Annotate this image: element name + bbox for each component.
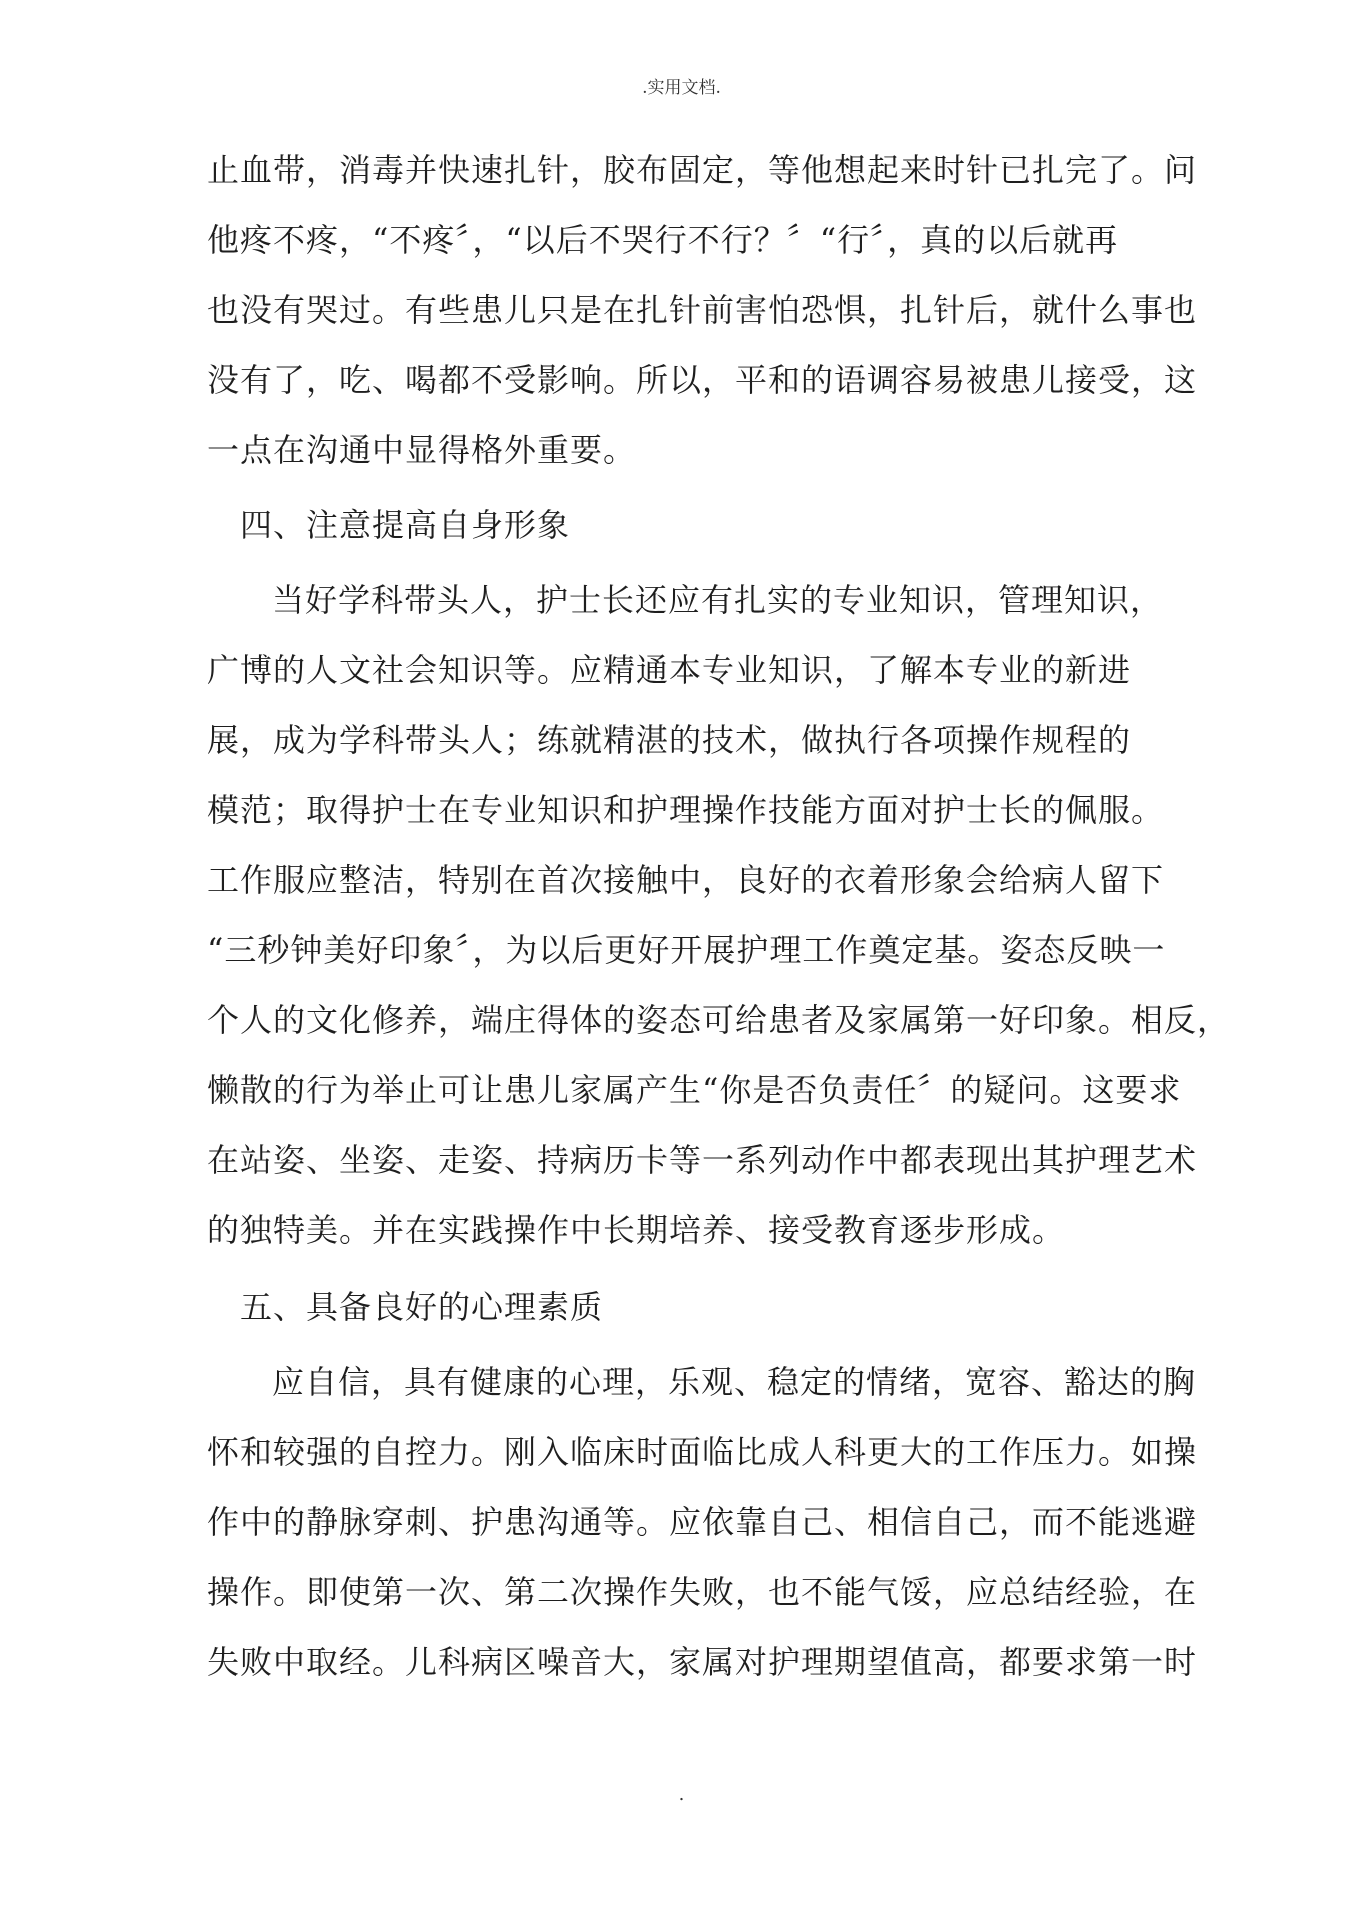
text-line: 当好学科带头人，护士长还应有扎实的专业知识，管理知识，	[272, 581, 1164, 619]
text-line: 在站姿、坐姿、走姿、持病历卡等一系列动作中都表现出其护理艺术	[207, 1141, 1198, 1179]
text-line: 怀和较强的自控力。刚入临床时面临比成人科更大的工作压力。如操	[207, 1433, 1198, 1471]
text-line: 他疼不疼，“不疼〞，“以后不哭行不行？〞“行〞，真的以后就再	[207, 221, 1119, 259]
text-line: 懒散的行为举止可让患儿家属产生“你是否负责任〞的疑问。这要求	[207, 1071, 1182, 1109]
text-line: 止血带，消毒并快速扎针，胶布固定，等他想起来时针已扎完了。问	[207, 151, 1198, 189]
section-heading: 四、注意提高自身形象	[240, 506, 571, 544]
text-line: 一点在沟通中显得格外重要。	[207, 431, 637, 469]
text-line: 应自信，具有健康的心理，乐观、稳定的情绪，宽容、豁达的胸	[272, 1363, 1197, 1401]
text-line: 工作服应整洁，特别在首次接触中，良好的衣着形象会给病人留下	[207, 861, 1165, 899]
text-line: 作中的静脉穿刺、护患沟通等。应依靠自己、相信自己，而不能逃避	[207, 1503, 1198, 1541]
text-line: 个人的文化修养，端庄得体的姿态可给患者及家属第一好印象。相反，	[207, 1001, 1231, 1039]
text-line: 失败中取经。儿科病区噪音大，家属对护理期望值高，都要求第一时	[207, 1643, 1198, 1681]
page-footer: .	[678, 1784, 685, 1805]
section-heading: 五、具备良好的心理素质	[240, 1288, 604, 1326]
text-line: 模范；取得护士在专业知识和护理操作技能方面对护士长的佩服。	[207, 791, 1165, 829]
text-line: 没有了，吃、喝都不受影响。所以，平和的语调容易被患儿接受，这	[207, 361, 1198, 399]
text-line: “三秒钟美好印象〞，为以后更好开展护理工作奠定基。姿态反映一	[207, 931, 1166, 969]
text-line: 广博的人文社会知识等。应精通本专业知识，了解本专业的新进	[207, 651, 1132, 689]
text-line: 操作。即使第一次、第二次操作失败，也不能气馁，应总结经验，在	[207, 1573, 1198, 1611]
text-line: 展，成为学科带头人；练就精湛的技术，做执行各项操作规程的	[207, 721, 1132, 759]
text-line: 的独特美。并在实践操作中长期培养、接受教育逐步形成。	[207, 1211, 1066, 1249]
text-line: 也没有哭过。有些患儿只是在扎针前害怕恐惧，扎针后，就什么事也	[207, 291, 1198, 329]
page-header: .实用文档.	[642, 78, 721, 98]
